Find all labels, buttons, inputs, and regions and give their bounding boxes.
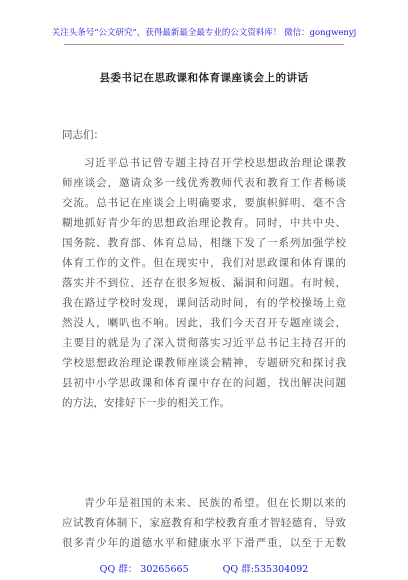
paragraph-line: 然没人，喇叭也不响。因此，我们今天召开专题座谈会， bbox=[62, 317, 346, 329]
paragraph-line: 应试教育体制下，家庭教育和学校教育重才智轻德育，导致 bbox=[62, 517, 346, 529]
paragraph-line: 的方法，安排好下一步的相关工作。 bbox=[62, 397, 230, 409]
paragraph-line: 国务院、教育部、体育总局，相继下发了一系列加强学校 bbox=[62, 237, 346, 249]
footer-qq-group-2[interactable]: QQ 群:535304092 bbox=[222, 564, 309, 575]
paragraph-line: 交流。总书记在座谈会上明确要求，要旗帜鲜明、毫不含 bbox=[62, 197, 346, 209]
paragraph-line: 很多青少年的道德水平和健康水平下滑严重，以至于无数 bbox=[62, 537, 346, 549]
paragraph-line: 青少年是祖国的未来、民族的希望。但在长期以来的 bbox=[84, 497, 346, 509]
salutation: 同志们： bbox=[62, 129, 104, 141]
paragraph-line: 县初中小学思政课和体育课中存在的问题，找出解决问题 bbox=[62, 377, 346, 389]
paragraph-line: 主要目的就是为了深入贯彻落实习近平总书记主持召开的 bbox=[62, 337, 346, 349]
paragraph-line: 学校思想政治理论课教师座谈会精神，专题研究和探讨我 bbox=[62, 357, 346, 369]
header-banner[interactable]: 关注头条号“公文研究”，获得最新最全最专业的公文资料库！ 微信：gongwenyj bbox=[51, 28, 357, 38]
paragraph-line: 糊地抓好青少年的思想政治理论教育。同时，中共中央、 bbox=[62, 217, 346, 229]
paragraph-line: 落实并不到位，还存在很多短板、漏洞和问题。有时候， bbox=[62, 277, 346, 289]
footer-qq-group-1[interactable]: QQ 群： 30265665 bbox=[99, 564, 189, 575]
paragraph-line: 体育工作的文件。但在现实中，我们对思政课和体育课的 bbox=[62, 257, 346, 269]
footer-contacts bbox=[0, 561, 408, 575]
header-divider bbox=[64, 44, 344, 45]
paragraph-line: 习近平总书记曾专题主持召开学校思想政治理论课教 bbox=[84, 157, 346, 169]
paragraph-1 bbox=[62, 153, 346, 413]
document-title: 县委书记在思政课和体育课座谈会上的讲话 bbox=[99, 72, 309, 84]
paragraph-line: 师座谈会，邀请众多一线优秀教师代表和教育工作者畅谈 bbox=[62, 177, 346, 189]
paragraph-2 bbox=[62, 493, 346, 553]
paragraph-line: 我在路过学校时发现，课间活动时间，有的学校操场上竟 bbox=[62, 297, 346, 309]
